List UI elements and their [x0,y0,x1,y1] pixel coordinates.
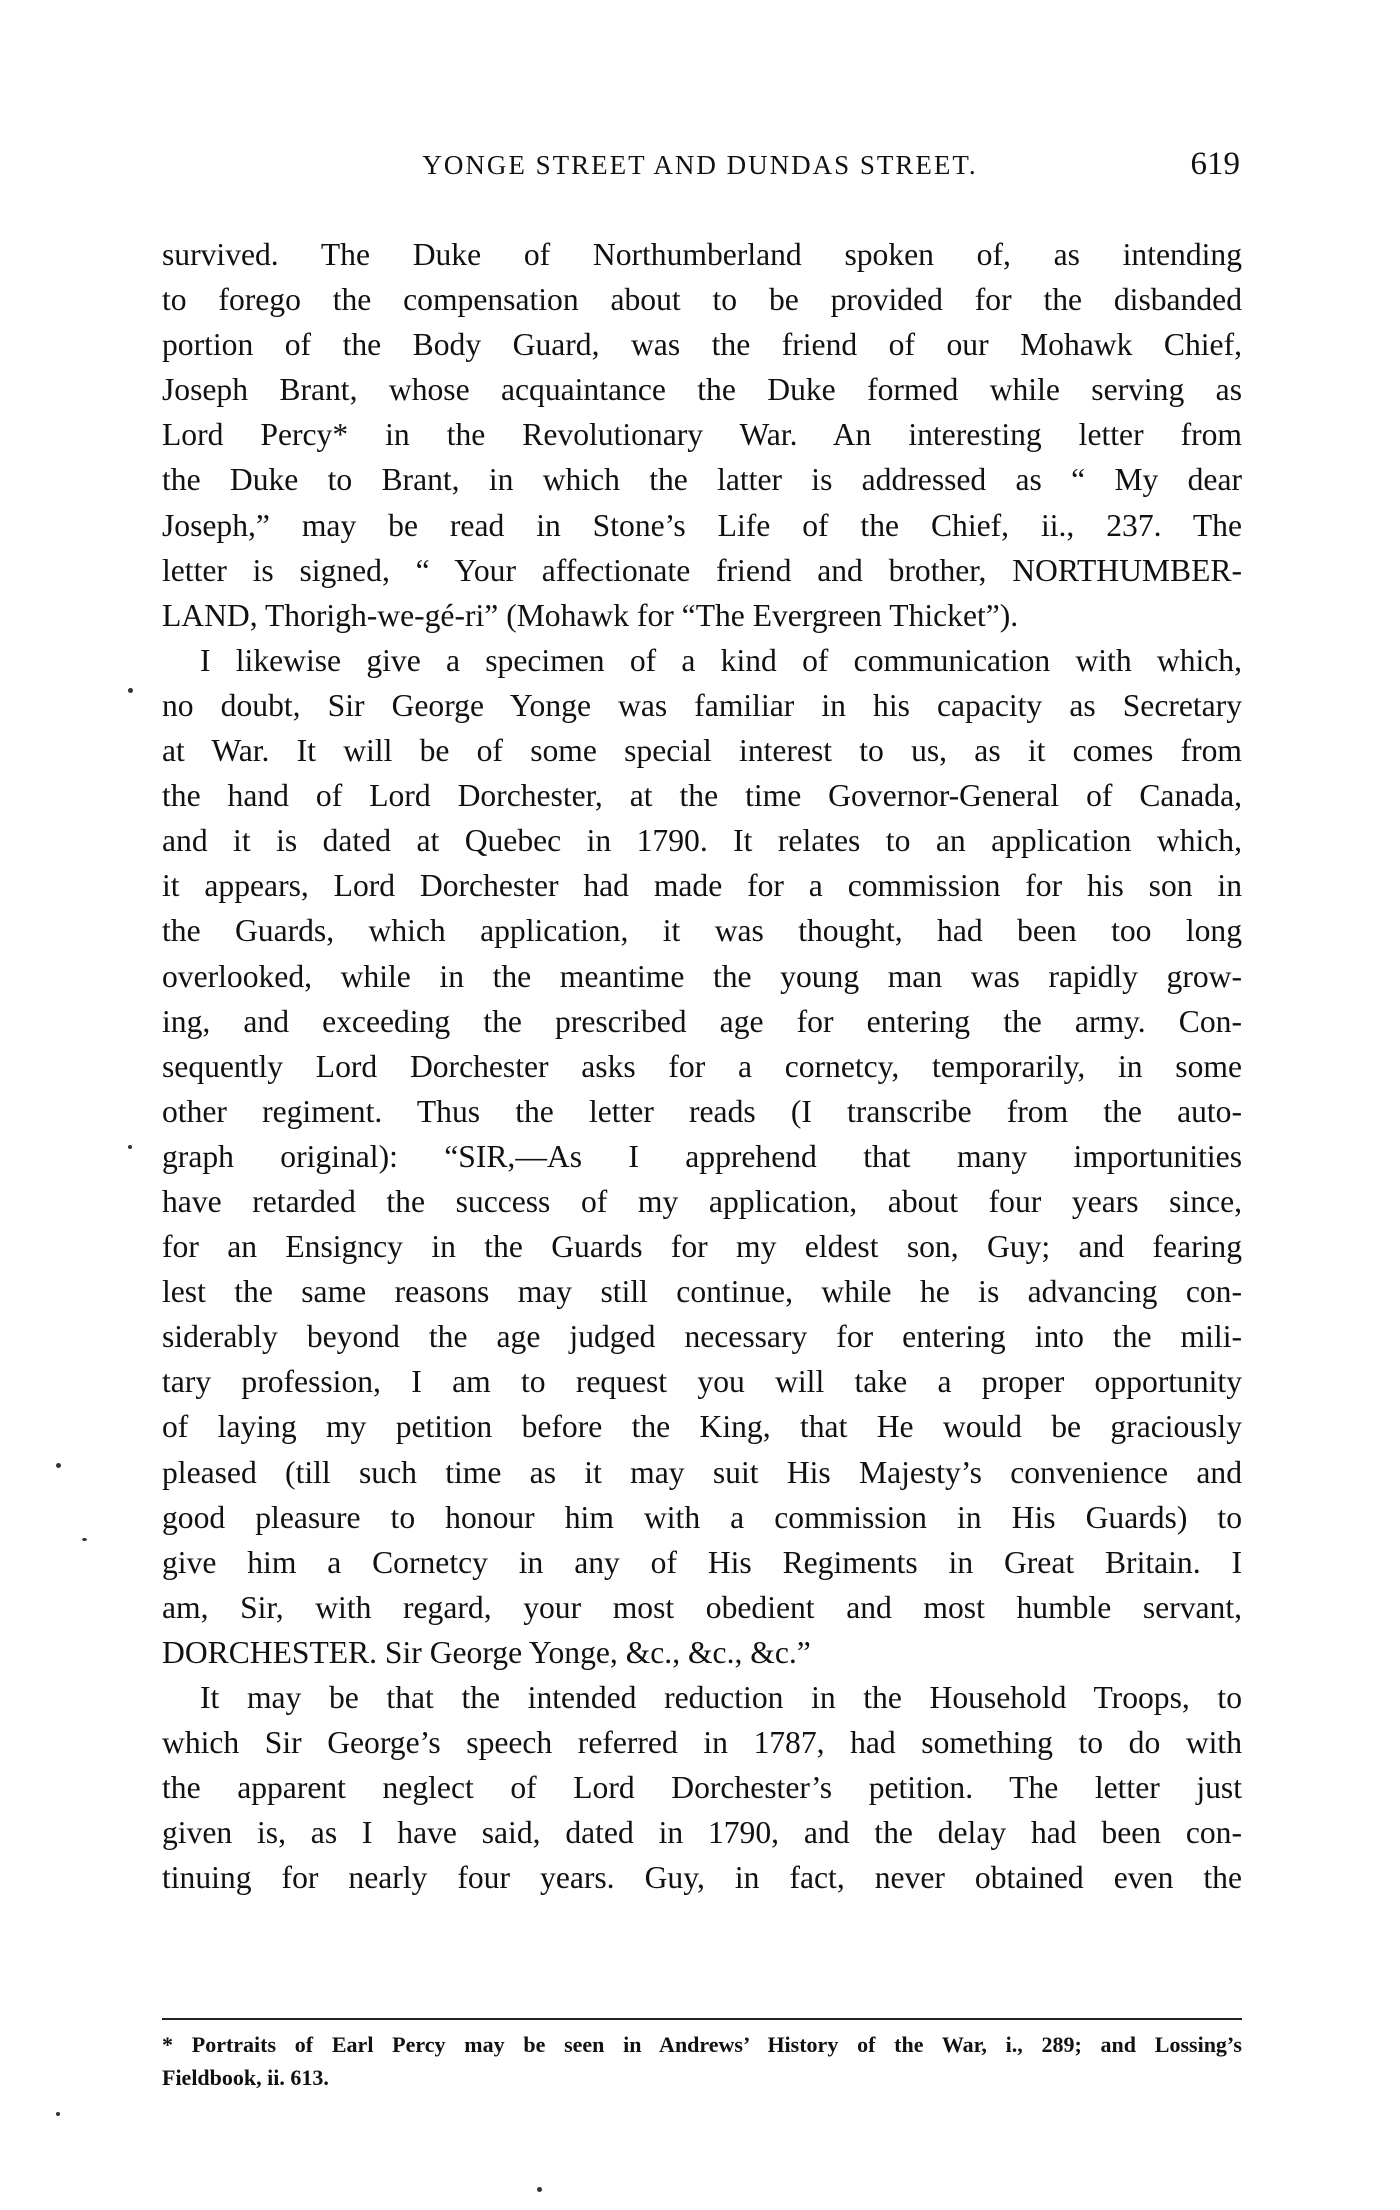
text-line: of laying my petition before the King, that He would be graciously [162,1409,1242,1445]
text-line: give him a Cornetcy in any of His Regiments in Great Britain. I [162,1544,1242,1580]
text-line: LAND, Thorigh-we-gé-ri” (Mohawk for “The Evergreen Thicket”). [162,597,1019,633]
text-line: given is, as I have said, dated in 1790, and the delay had been con- [162,1815,1242,1851]
footnote-rule [162,2018,1242,2020]
text-line: I likewise give a specimen of a kind of communication with which, [200,642,1242,678]
text-line: am, Sir, with regard, your most obedient and most humble servant, [162,1589,1242,1625]
ink-speck [82,1538,87,1541]
text-line: Joseph,” may be read in Stone’s Life of the Chief, ii., 237. The [162,507,1242,543]
text-line: portion of the Body Guard, was the friend of our Mohawk Chief, [162,327,1242,363]
text-line: overlooked, while in the meantime the young man was rapidly grow- [162,958,1242,994]
text-line: tinuing for nearly four years. Guy, in fact, never obtained even the [162,1860,1242,1896]
paragraph [162,1675,1242,1900]
text-line: lest the same reasons may still continue, while he is advancing con- [162,1274,1242,1310]
text-line: sequently Lord Dorchester asks for a cornetcy, temporarily, in some [162,1048,1242,1084]
text-line: pleased (till such time as it may suit His Majesty’s convenience and [162,1454,1242,1490]
body-text [162,232,1242,1900]
ink-speck [128,1145,132,1149]
text-line: ing, and exceeding the prescribed age for entering the army. Con- [162,1003,1242,1039]
text-line: at War. It will be of some special interest to us, as it comes from [162,733,1242,769]
text-line: DORCHESTER. Sir George Yonge, &c., &c., &c.” [162,1634,811,1670]
footnote [162,2028,1242,2094]
text-line: and it is dated at Quebec in 1790. It relates to an application which, [162,823,1242,859]
text-line: letter is signed, “ Your affectionate friend and brother, NORTHUMBER- [162,552,1242,588]
text-line: It may be that the intended reduction in the Household Troops, to [200,1680,1242,1715]
page-number: 619 [1190,146,1240,182]
footnote-line: * Portraits of Earl Percy may be seen in Andrews’ History of the War, i., 289; and Lossing’s [162,2032,1242,2057]
text-line: good pleasure to honour him with a commission in His Guards) to [162,1499,1242,1535]
text-line: the Duke to Brant, in which the latter is addressed as “ My dear [162,462,1242,498]
running-head: YONGE STREET AND DUNDAS STREET. [422,150,978,180]
text-line: Joseph Brant, whose acquaintance the Duke formed while serving as [162,372,1242,408]
text-line: for an Ensigncy in the Guards for my eldest son, Guy; and fearing [162,1229,1242,1265]
paragraph [162,638,1242,1675]
paragraph [162,232,1242,638]
text-line: tary profession, I am to request you will take a proper opportunity [162,1364,1242,1400]
footnote-line: Fieldbook, ii. 613. [162,2065,329,2090]
ink-speck [128,688,133,693]
text-line: survived. The Duke of Northumberland spoken of, as intending [162,237,1242,272]
text-line: to forego the compensation about to be provided for the disbanded [162,282,1242,318]
text-line: which Sir George’s speech referred in 1787, had something to do with [162,1725,1242,1761]
text-line: the apparent neglect of Lord Dorchester’s petition. The letter just [162,1770,1242,1806]
ink-speck [56,1463,61,1468]
text-line: have retarded the success of my application, about four years since, [162,1183,1242,1219]
page-header [160,146,1240,210]
ink-speck [56,2112,60,2116]
text-line: siderably beyond the age judged necessary for entering into the mili- [162,1319,1242,1355]
text-line: no doubt, Sir George Yonge was familiar in his capacity as Secretary [162,687,1242,723]
text-line: the Guards, which application, it was thought, had been too long [162,913,1242,949]
text-line: it appears, Lord Dorchester had made for a commission for his son in [162,868,1242,904]
text-line: the hand of Lord Dorchester, at the time Governor-General of Canada, [162,778,1242,814]
text-line: Lord Percy* in the Revolutionary War. An interesting letter from [162,417,1242,453]
text-line: other regiment. Thus the letter reads (I transcribe from the auto- [162,1093,1242,1129]
ink-speck [537,2187,542,2192]
text-line: graph original): “SIR,—As I apprehend that many importunities [162,1138,1242,1174]
